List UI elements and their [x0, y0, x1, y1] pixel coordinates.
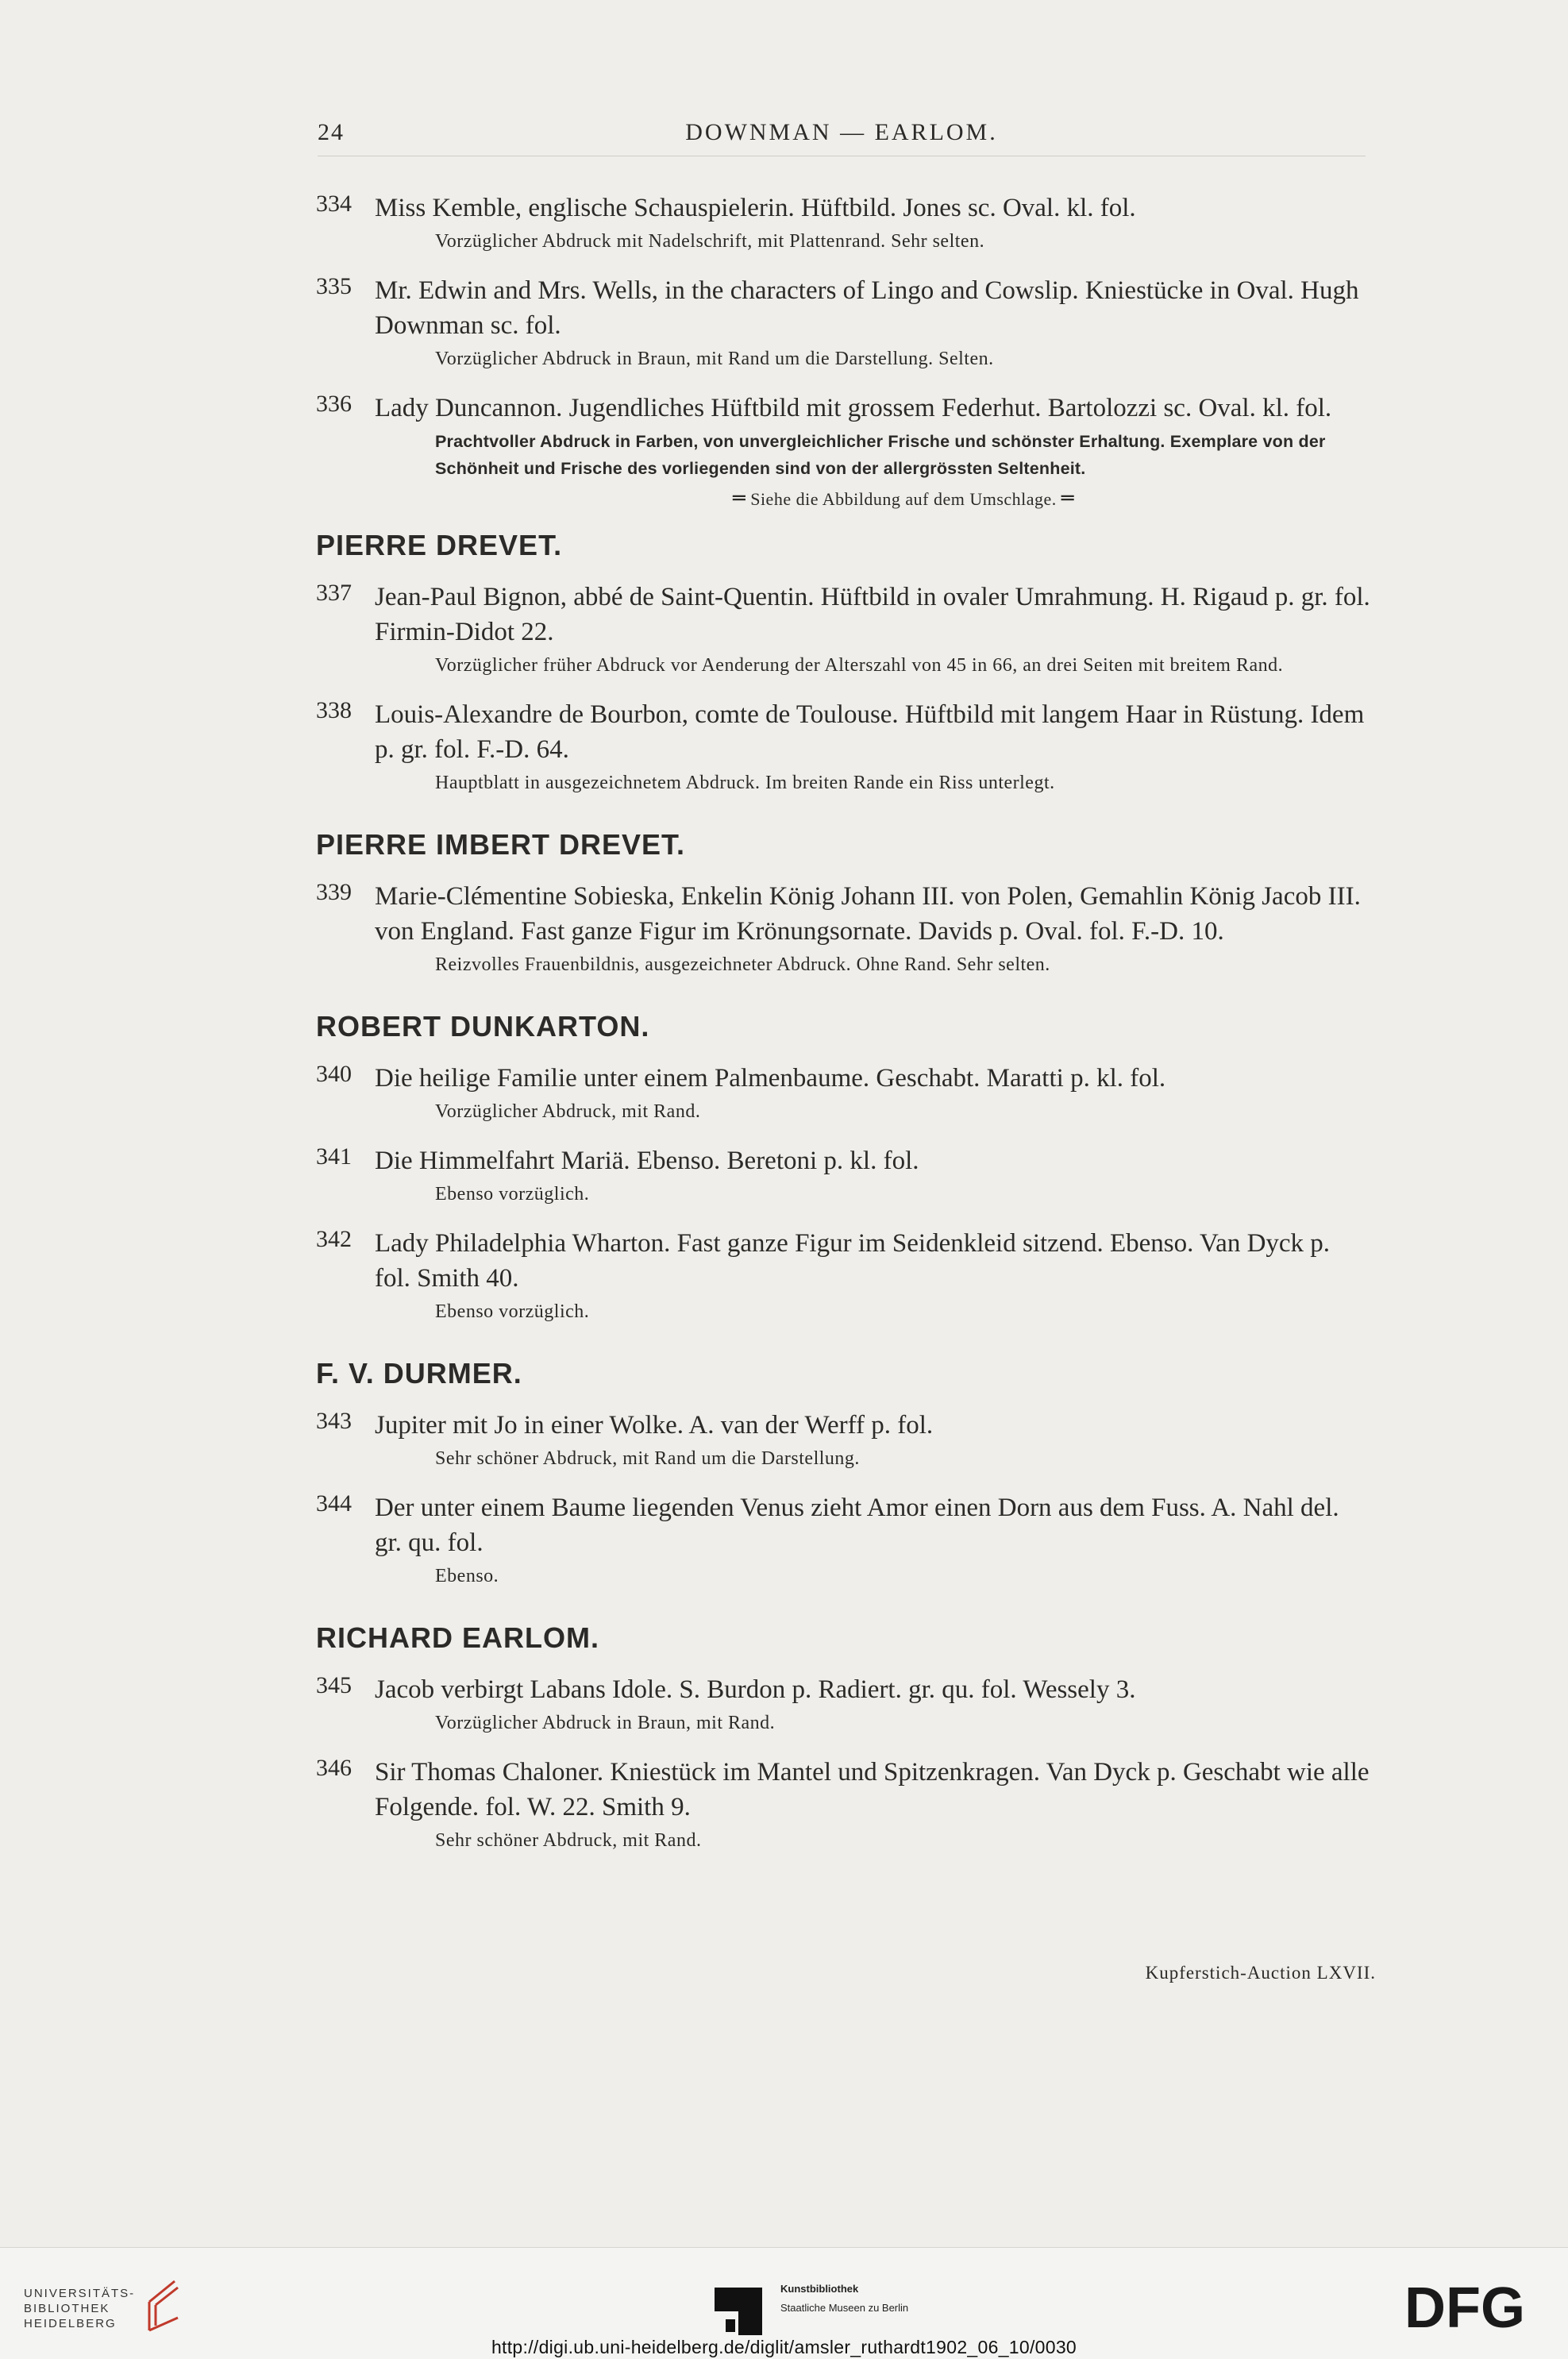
artist-heading: PIERRE IMBERT DREVET. [316, 828, 686, 861]
entry-number: 340 [316, 1061, 352, 1087]
footnote-text: Siehe die Abbildung auf dem Umschlage. [750, 489, 1057, 509]
page-number: 24 [318, 119, 345, 145]
logo-line: BIBLIOTHEK [24, 2302, 110, 2315]
entry-number: 343 [316, 1408, 352, 1434]
artist-heading: PIERRE DREVET. [316, 529, 563, 561]
entry-number: 345 [316, 1672, 352, 1698]
catalog-entry [316, 191, 1372, 255]
entry-note: Vorzüglicher Abdruck mit Nadelschrift, mit Plattenrand. Sehr selten. [435, 231, 985, 252]
entry-number: 341 [316, 1143, 352, 1170]
entry-title: Jacob verbirgt Labans Idole. S. Burdon p. Radiert. gr. qu. fol. Wessely 3. [375, 1675, 1136, 1704]
entry-note: Ebenso. [435, 1566, 499, 1586]
catalog-entry [316, 1226, 1372, 1325]
catalog-entry [316, 391, 1372, 511]
entry-number: 339 [316, 879, 352, 905]
entry-title: Sir Thomas Chaloner. Kniestück im Mantel und Spitzenkragen. Van Dyck p. Geschabt wie alle Folgende. fol. W. 22. Smith 9. [375, 1758, 1370, 1821]
artist-heading: ROBERT DUNKARTON. [316, 1010, 650, 1043]
dfg-logo[interactable] [1385, 2280, 1544, 2335]
illustration-reference [435, 487, 1372, 511]
entry-title: Die heilige Familie unter einem Palmenbaume. Geschabt. Maratti p. kl. fol. [375, 1064, 1166, 1093]
catalog-entry [316, 1490, 1372, 1590]
entry-number: 346 [316, 1755, 352, 1781]
artist-heading: F. V. DURMER. [316, 1357, 522, 1390]
catalog-entry [316, 1672, 1372, 1736]
catalog-entry [316, 1755, 1372, 1854]
catalog-entry [316, 273, 1372, 372]
entry-title: Louis-Alexandre de Bourbon, comte de Toulouse. Hüftbild mit langem Haar in Rüstung. Idem p. gr. fol. F.-D. 64. [375, 700, 1365, 764]
catalog-entry [316, 1408, 1372, 1472]
entry-number: 338 [316, 697, 352, 723]
heidelberg-logo-icon [143, 2278, 191, 2334]
entry-note: Vorzüglicher Abdruck in Braun, mit Rand um die Darstellung. Selten. [435, 349, 994, 369]
entry-note: Vorzüglicher Abdruck, mit Rand. [435, 1101, 701, 1122]
entry-title: Der unter einem Baume liegenden Venus zieht Amor einen Dorn aus dem Fuss. A. Nahl del. gr. qu. fol. [375, 1494, 1339, 1557]
entry-note: Hauptblatt in ausgezeichnetem Abdruck. Im breiten Rande ein Riss unterlegt. [435, 773, 1055, 793]
entry-note: Vorzüglicher Abdruck in Braun, mit Rand. [435, 1713, 776, 1733]
entry-note: Sehr schöner Abdruck, mit Rand. [435, 1830, 702, 1851]
entry-number: 342 [316, 1226, 352, 1252]
entry-note: Ebenso vorzüglich. [435, 1301, 590, 1322]
catalog-entry [316, 879, 1372, 978]
entry-note: Sehr schöner Abdruck, mit Rand um die Darstellung. [435, 1448, 860, 1469]
catalog-content [316, 191, 1372, 1872]
entry-title: Jean-Paul Bignon, abbé de Saint-Quentin. Hüftbild in ovaler Umrahmung. H. Rigaud p. gr. fol. Firmin-Didot 22. [375, 583, 1370, 646]
catalog-entry [316, 580, 1372, 679]
double-rule-icon: ═ [1061, 487, 1074, 511]
kunstbibliothek-name: Kunstbibliothek [780, 2283, 859, 2295]
logo-line: HEIDELBERG [24, 2317, 117, 2330]
entry-title: Jupiter mit Jo in einer Wolke. A. van der Werff p. fol. [375, 1411, 934, 1440]
entry-number: 335 [316, 273, 352, 299]
dfg-logo-text: DFG [1404, 2280, 1525, 2335]
entry-note: Ebenso vorzüglich. [435, 1184, 590, 1205]
double-rule-icon: ═ [733, 487, 746, 511]
entry-note: Reizvolles Frauenbildnis, ausgezeichneter Abdruck. Ohne Rand. Sehr selten. [435, 954, 1050, 975]
catalog-entry [316, 1061, 1372, 1125]
page-header [318, 119, 1366, 156]
entry-title: Marie-Clémentine Sobieska, Enkelin König Johann III. von Polen, Gemahlin König Jacob III. von England. Fast ganze Figur im Krönungsornate. Davids p. Oval. fol. F.-D. 10. [375, 882, 1361, 946]
catalog-entry [316, 697, 1372, 796]
permalink-url[interactable]: http://digi.ub.uni-heidelberg.de/diglit/amsler_ruthardt1902_06_10/0030 [491, 2337, 1077, 2357]
artist-heading: RICHARD EARLOM. [316, 1621, 599, 1654]
entry-title: Miss Kemble, englische Schauspielerin. Hüftbild. Jones sc. Oval. kl. fol. [375, 194, 1136, 222]
kunstbibliothek-logo-icon [715, 2288, 762, 2335]
entry-title: Mr. Edwin and Mrs. Wells, in the characters of Lingo and Cowslip. Kniestücke in Oval. Hugh Downman sc. fol. [375, 276, 1359, 340]
entry-number: 334 [316, 191, 352, 217]
running-title: DOWNMAN — EARLOM. [685, 119, 998, 145]
kunstbibliothek-label[interactable] [780, 2280, 908, 2318]
entry-number: 336 [316, 391, 352, 417]
entry-title: Lady Duncannon. Jugendliches Hüftbild mit grossem Federhut. Bartolozzi sc. Oval. kl. fol. [375, 394, 1332, 422]
entry-note: Vorzüglicher früher Abdruck vor Aenderung der Alterszahl von 45 in 66, an drei Seiten mit breitem Rand. [435, 655, 1284, 676]
kunstbibliothek-subtitle: Staatliche Museen zu Berlin [780, 2302, 909, 2314]
university-library-logo[interactable] [24, 2286, 135, 2331]
entry-title: Die Himmelfahrt Mariä. Ebenso. Beretoni p. kl. fol. [375, 1147, 919, 1175]
auction-footer: Kupferstich-Auction LXVII. [1145, 1963, 1376, 1983]
logo-line: UNIVERSITÄTS- [24, 2287, 136, 2300]
catalog-entry [316, 1143, 1372, 1208]
entry-note: Prachtvoller Abdruck in Farben, von unvergleichlicher Frische und schönster Erhaltung. Exemplare von der Schönheit und Frische des vorliegenden sind von der allergrössten Seltenheit. [435, 432, 1326, 478]
viewer-footer [0, 2247, 1568, 2359]
entry-number: 337 [316, 580, 352, 606]
entry-title: Lady Philadelphia Wharton. Fast ganze Figur im Seidenkleid sitzend. Ebenso. Van Dyck p. fol. Smith 40. [375, 1229, 1331, 1293]
entry-number: 344 [316, 1490, 352, 1517]
